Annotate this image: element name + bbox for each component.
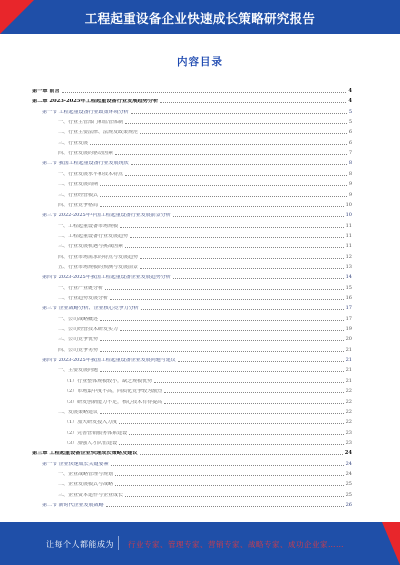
- toc-entry-title: 三、公司竞争优势: [58, 337, 99, 343]
- toc-entry[interactable]: [32, 147, 352, 156]
- toc-leader-dots: [100, 206, 344, 207]
- toc-leader-dots: [140, 258, 344, 259]
- toc-page-number: 25: [345, 481, 352, 488]
- toc-entry[interactable]: [32, 406, 352, 415]
- toc-leader-dots: [129, 434, 343, 435]
- toc-entry[interactable]: [32, 261, 352, 270]
- toc-entry[interactable]: [32, 220, 352, 229]
- toc-entry-title: （3）加强人才队伍建设: [64, 440, 118, 446]
- toc-entry[interactable]: [32, 364, 352, 373]
- toc-leader-dots: [173, 278, 344, 279]
- table-of-contents: [32, 85, 352, 510]
- toc-leader-dots: [115, 475, 344, 476]
- toc-entry[interactable]: [32, 271, 352, 280]
- report-title: 工程起重设备企业快速成长策略研究报告: [84, 11, 316, 26]
- toc-page-number: 22: [345, 408, 352, 415]
- toc-entry[interactable]: [32, 292, 352, 301]
- toc-entry-title: 第三节 2022-2025年中国工程起重设备行业发展前景分析: [42, 213, 171, 219]
- footer-tagline: 行业专家、管理专家、营销专家、战略专家、成功企业家……: [128, 540, 344, 549]
- toc-entry[interactable]: [32, 354, 352, 363]
- toc-entry[interactable]: [32, 437, 352, 446]
- toc-entry[interactable]: [32, 323, 352, 332]
- toc-leader-dots: [100, 351, 344, 352]
- toc-entry[interactable]: [32, 240, 352, 249]
- toc-entry-title: 二、行业主要法律、法规及政策规范: [58, 130, 139, 136]
- toc-entry[interactable]: [32, 427, 352, 436]
- toc-entry-title: 第三节 企业战略分析、企业核心竞争力分析: [42, 306, 139, 312]
- toc-entry[interactable]: [32, 137, 352, 146]
- toc-entry[interactable]: [32, 168, 352, 177]
- toc-entry[interactable]: [32, 499, 352, 508]
- toc-page-number: 21: [345, 357, 352, 364]
- toc-entry[interactable]: [32, 209, 352, 218]
- toc-entry[interactable]: [32, 199, 352, 208]
- toc-leader-dots: [90, 144, 347, 145]
- toc-leader-dots: [140, 268, 344, 269]
- toc-leader-dots: [125, 175, 347, 176]
- toc-leader-dots: [100, 371, 344, 372]
- toc-page-number: 13: [345, 263, 352, 270]
- toc-page-number: 17: [345, 315, 352, 322]
- toc-entry[interactable]: [32, 251, 352, 260]
- toc-entry-title: （3）研发创新能力不足，核心技术有待提高: [64, 399, 163, 405]
- toc-page-number: 11: [345, 222, 352, 229]
- toc-page-number: 20: [345, 336, 352, 343]
- toc-entry-title: 二、行业趋势发展分析: [58, 296, 109, 301]
- toc-leader-dots: [100, 196, 347, 197]
- toc-entry-title: 二、工程起重设备行业发展趋势: [58, 233, 129, 239]
- toc-entry-title: 二、公司经营技术研发实力: [58, 327, 119, 333]
- toc-page-number: 11: [345, 243, 352, 250]
- toc-entry-title: 一、主要发展问题: [58, 368, 99, 374]
- toc-page-number: 19: [345, 326, 352, 333]
- toc-entry[interactable]: [32, 396, 352, 405]
- toc-page-number: 4: [348, 98, 352, 105]
- toc-leader-dots: [62, 92, 347, 93]
- toc-leader-dots: [119, 423, 343, 424]
- toc-leader-dots: [140, 133, 347, 134]
- toc-page-number: 21: [345, 367, 352, 374]
- toc-page-number: 21: [345, 377, 352, 384]
- toc-leader-dots: [100, 185, 347, 186]
- toc-entry-title: 四、行业竞争格局: [58, 202, 99, 208]
- toc-entry[interactable]: [32, 178, 352, 187]
- toc-entry[interactable]: [32, 458, 352, 467]
- toc-page-number: 24: [344, 450, 352, 457]
- toc-leader-dots: [173, 216, 344, 217]
- toc-entry[interactable]: [32, 344, 352, 353]
- toc-leader-dots: [100, 320, 344, 321]
- toc-entry-title: 一、行业发展水平和技术特点: [58, 171, 124, 177]
- toc-entry[interactable]: [32, 85, 352, 94]
- toc-entry-title: （2）完善营销服务体系建设: [64, 430, 128, 436]
- toc-page-number: 11: [345, 232, 352, 239]
- toc-entry[interactable]: [32, 95, 352, 104]
- toc-page-number: 14: [345, 274, 352, 281]
- toc-entry-title: 第一节 工程起重设备行业政策环境分析: [42, 109, 129, 115]
- toc-entry-title: 二、发展策略建议: [58, 409, 99, 415]
- toc-leader-dots: [130, 237, 344, 238]
- header-bar: [0, 0, 400, 34]
- toc-leader-dots: [105, 289, 344, 290]
- toc-entry[interactable]: [32, 116, 352, 125]
- toc-leader-dots: [120, 227, 344, 228]
- toc-page-number: 22: [345, 419, 352, 426]
- toc-page-number: 17: [345, 305, 352, 312]
- footer-bar: [0, 522, 400, 565]
- toc-entry[interactable]: [32, 416, 352, 425]
- toc-entry[interactable]: [32, 126, 352, 135]
- toc-entry-title: 一、工程起重设备市场规模: [58, 223, 119, 229]
- toc-page-number: 22: [345, 398, 352, 405]
- toc-page-number: 21: [345, 346, 352, 353]
- toc-page-number: 15: [345, 284, 352, 291]
- toc-entry-title: 四、行业市场需求的特点与发展趋势: [58, 254, 139, 260]
- footer-divider: [118, 536, 119, 550]
- toc-leader-dots: [160, 102, 346, 103]
- toc-entry-title: 四、行业发展的驱动因素: [58, 151, 114, 157]
- toc-page-number: 24: [345, 470, 352, 477]
- toc-entry[interactable]: [32, 302, 352, 311]
- toc-entry-title: 二、企业发展模式与战略: [58, 482, 114, 488]
- toc-entry-title: 第二节 新时代企业发展战略: [42, 503, 104, 508]
- toc-leader-dots: [131, 164, 347, 165]
- toc-entry-title: 三、行业经营模式: [58, 192, 99, 198]
- toc-entry-title: 第二节 我国工程起重设备行业发展现状: [42, 161, 129, 167]
- toc-leader-dots: [115, 154, 347, 155]
- toc-entry-title: 第二章 2023-2025年工程起重设备行业发展趋势分析: [32, 99, 159, 105]
- toc-entry[interactable]: [32, 489, 352, 498]
- toc-leader-dots: [125, 496, 344, 497]
- toc-entry-title: 三、企业资本运作与企业成长: [58, 492, 124, 498]
- toc-entry-title: 第一节 企业快速成长关键要素: [42, 461, 109, 467]
- toc-page-number: 23: [345, 439, 352, 446]
- toc-leader-dots: [100, 413, 344, 414]
- toc-leader-dots: [131, 113, 347, 114]
- toc-entry-title: 一、公司战略概述: [58, 316, 99, 322]
- toc-entry[interactable]: [32, 189, 352, 198]
- toc-leader-dots: [106, 506, 344, 507]
- toc-entry[interactable]: [32, 282, 352, 291]
- toc-entry-title: 第四节 2023-2025年我国工程起重设备企业发展问题与建议: [42, 358, 176, 364]
- toc-page-number: 12: [345, 253, 352, 260]
- toc-entry[interactable]: [32, 468, 352, 477]
- toc-entry[interactable]: [32, 375, 352, 384]
- toc-page-number: 24: [345, 460, 352, 467]
- toc-entry-title: （2）市场集中度不高，同质化竞争较为激烈: [64, 389, 163, 395]
- toc-entry-title: 五、行业市场规模的预测与发展前景: [58, 264, 139, 270]
- toc-page-number: 4: [348, 88, 352, 94]
- toc-leader-dots: [115, 485, 344, 486]
- toc-leader-dots: [100, 340, 344, 341]
- toc-page-number: 10: [345, 201, 352, 208]
- toc-entry[interactable]: [32, 106, 352, 115]
- toc-entry[interactable]: [32, 447, 352, 456]
- toc-page-number: 9: [348, 181, 352, 188]
- toc-heading: 内容目录: [177, 56, 223, 68]
- toc-entry-title: （1）加大研发投入力度: [64, 420, 118, 426]
- toc-entry-title: 第三章 工程起重设备企业快速成长策略及建议: [32, 451, 138, 457]
- toc-leader-dots: [111, 465, 344, 466]
- toc-page-number: 22: [345, 388, 352, 395]
- toc-entry-title: 第一章 前言: [32, 89, 60, 94]
- toc-entry[interactable]: [32, 385, 352, 394]
- toc-page-number: 8: [348, 170, 352, 177]
- toc-page-number: 23: [345, 429, 352, 436]
- toc-page-number: 8: [348, 160, 352, 167]
- toc-leader-dots: [154, 382, 343, 383]
- toc-page-number: 26: [345, 502, 352, 508]
- toc-leader-dots: [140, 454, 343, 455]
- footer-slogan: 让每个人都能成为: [46, 540, 114, 549]
- toc-leader-dots: [164, 392, 343, 393]
- toc-entry[interactable]: [32, 333, 352, 342]
- toc-page-number: 25: [345, 491, 352, 498]
- toc-entry-title: 三、行业发展: [58, 140, 89, 146]
- toc-page-number: 9: [348, 191, 352, 198]
- toc-page-number: 5: [348, 119, 352, 126]
- toc-entry-title: 三、行业发展机遇与挑战因素: [58, 244, 124, 250]
- toc-leader-dots: [125, 247, 344, 248]
- toc-entry[interactable]: [32, 157, 352, 166]
- toc-page-number: 5: [348, 108, 352, 115]
- toc-entry-title: 第四节 2023-2025年我国工程起重设备企业发展趋势分析: [42, 275, 171, 281]
- toc-leader-dots: [125, 123, 347, 124]
- toc-page-number: 16: [345, 295, 352, 301]
- toc-leader-dots: [141, 309, 344, 310]
- toc-entry-title: 二、行业发展周期: [58, 182, 99, 188]
- toc-entry[interactable]: [32, 478, 352, 487]
- toc-page-number: 6: [348, 129, 352, 136]
- footer-red-corner: [382, 522, 400, 565]
- toc-leader-dots: [119, 444, 343, 445]
- toc-entry-title: 一、企业战略管理与规划: [58, 471, 114, 477]
- toc-leader-dots: [110, 299, 344, 300]
- toc-leader-dots: [178, 361, 344, 362]
- toc-leader-dots: [120, 330, 344, 331]
- toc-entry[interactable]: [32, 313, 352, 322]
- toc-entry-title: 一、行业产业链分析: [58, 285, 104, 291]
- toc-leader-dots: [164, 403, 343, 404]
- toc-page-number: 6: [348, 139, 352, 146]
- toc-entry[interactable]: [32, 230, 352, 239]
- toc-page-number: 10: [345, 212, 352, 219]
- toc-entry-title: 一、行业主管部门和监管体制: [58, 120, 124, 126]
- toc-entry-title: 四、公司竞争劣势: [58, 347, 99, 353]
- toc-page-number: 7: [348, 150, 352, 157]
- toc-entry-title: （1）行业整体规模较小，缺乏规模优势: [64, 378, 153, 384]
